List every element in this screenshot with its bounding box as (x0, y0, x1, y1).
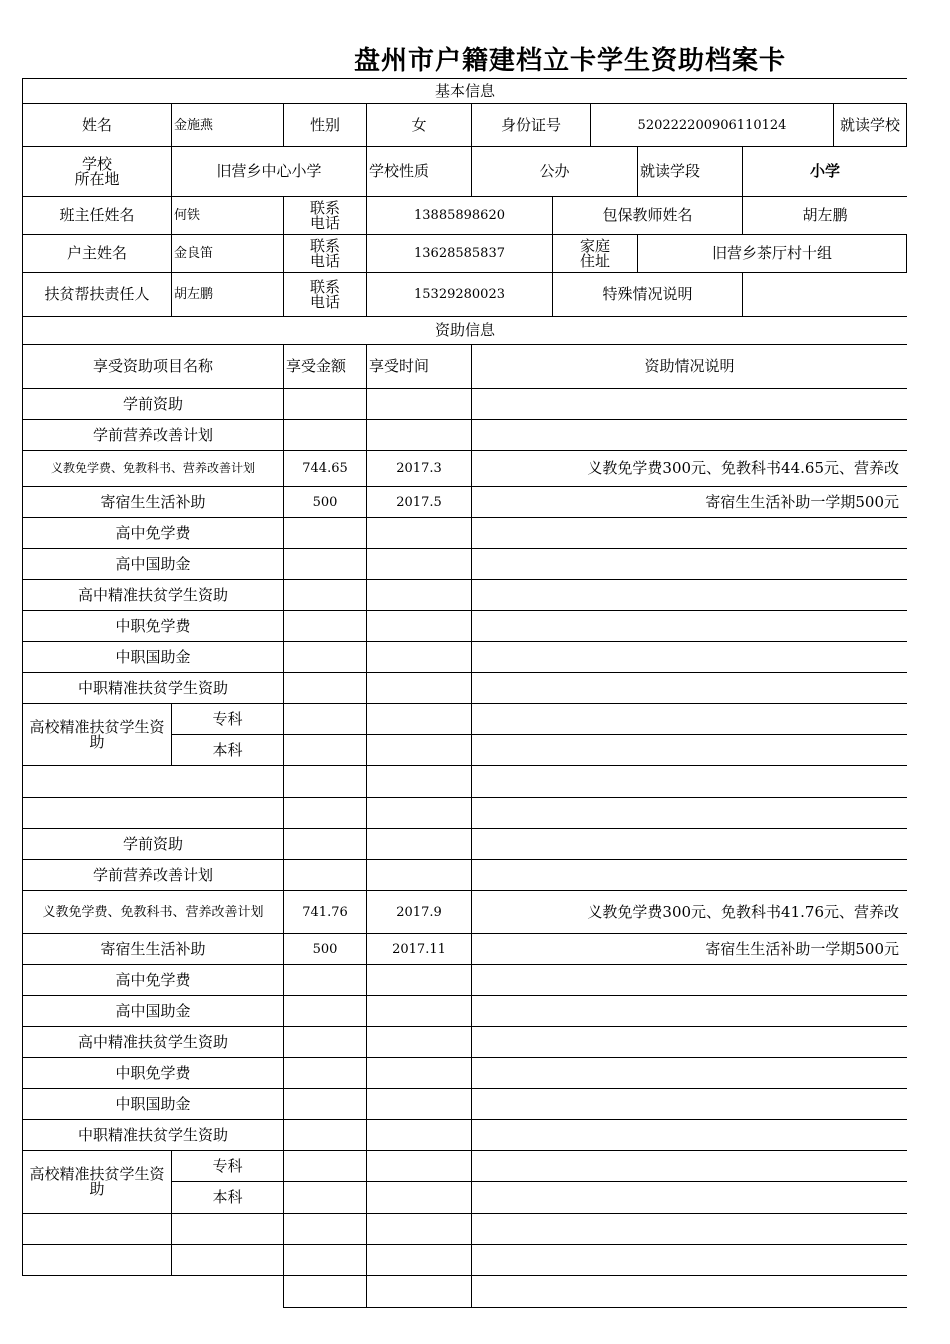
value-class-teacher: 何铁 (171, 196, 284, 235)
aid-amount: 741.76 (283, 890, 367, 934)
value-name: 金施燕 (171, 103, 284, 147)
empty-cell (283, 765, 367, 798)
aid-desc: 寄宿生生活补助一学期500元 (471, 933, 907, 965)
empty-cell (366, 765, 472, 798)
aid-item-name: 中职国助金 (22, 641, 284, 673)
value-householder-phone: 13628585837 (366, 234, 553, 273)
aid-amount (283, 610, 367, 642)
aid-item-name: 中职精准扶贫学生资助 (22, 672, 284, 704)
aid-desc (471, 1181, 907, 1214)
value-gender: 女 (366, 103, 472, 147)
aid-time (366, 859, 472, 891)
aid-desc (471, 1057, 907, 1089)
label-special-notes: 特殊情况说明 (552, 272, 743, 317)
label-helper-phone: 联系 电话 (283, 272, 367, 317)
empty-cell (366, 1275, 472, 1308)
aid-amount: 744.65 (283, 450, 367, 487)
aid-item-name: 高中精准扶贫学生资助 (22, 1026, 284, 1058)
empty-cell (22, 1244, 172, 1276)
value-householder: 金良笛 (171, 234, 284, 273)
aid-desc (471, 964, 907, 996)
aid-time: 2017.5 (366, 486, 472, 518)
aid-item-name: 高中免学费 (22, 517, 284, 549)
aid-amount (283, 1026, 367, 1058)
empty-cell (471, 1244, 907, 1276)
aid-amount (283, 579, 367, 611)
aid-amount (283, 388, 367, 420)
aid-item-name: 高中国助金 (22, 995, 284, 1027)
empty-cell (366, 797, 472, 829)
aid-item-name: 中职国助金 (22, 1088, 284, 1120)
aid-desc (471, 703, 907, 735)
aid-item-name: 寄宿生生活补助 (22, 933, 284, 965)
aid-amount (283, 419, 367, 451)
aid-item-name: 学前营养改善计划 (22, 419, 284, 451)
empty-cell (283, 1244, 367, 1276)
aid-desc (471, 1150, 907, 1182)
aid-amount: 500 (283, 486, 367, 518)
value-helper-phone: 15329280023 (366, 272, 553, 317)
aid-college-poverty: 高校精准扶贫学生资助 (22, 1150, 172, 1214)
aid-item-name: 中职免学费 (22, 1057, 284, 1089)
aid-desc (471, 579, 907, 611)
aid-desc (471, 995, 907, 1027)
aid-amount: 500 (283, 933, 367, 965)
aid-time (366, 419, 472, 451)
aid-time: 2017.11 (366, 933, 472, 965)
label-teacher-phone: 联系 电话 (283, 196, 367, 235)
value-poverty-helper: 胡左鹏 (171, 272, 284, 317)
aid-time (366, 995, 472, 1027)
label-school-location: 学校 所在地 (22, 146, 172, 197)
aid-college-junior: 专科 (171, 1150, 284, 1182)
aid-time: 2017.9 (366, 890, 472, 934)
aid-desc (471, 610, 907, 642)
aid-amount (283, 672, 367, 704)
aid-desc (471, 517, 907, 549)
aid-amount (283, 859, 367, 891)
value-school-type: 公办 (471, 146, 638, 197)
aid-item-name: 学前营养改善计划 (22, 859, 284, 891)
aid-amount (283, 734, 367, 766)
aid-time (366, 548, 472, 580)
aid-desc (471, 734, 907, 766)
empty-cell (22, 1213, 172, 1245)
aid-time (366, 579, 472, 611)
aid-time (366, 1057, 472, 1089)
empty-cell (471, 797, 907, 829)
aid-item-name: 寄宿生生活补助 (22, 486, 284, 518)
col-aid-time: 享受时间 (366, 344, 472, 389)
aid-amount (283, 828, 367, 860)
aid-amount (283, 1057, 367, 1089)
empty-cell (283, 1213, 367, 1245)
col-aid-item: 享受资助项目名称 (22, 344, 284, 389)
aid-desc (471, 548, 907, 580)
col-aid-desc: 资助情况说明 (471, 344, 907, 389)
empty-cell (171, 1244, 284, 1276)
aid-desc (471, 1119, 907, 1151)
empty-cell (22, 765, 284, 798)
value-home-address: 旧营乡茶厅村十组 (637, 234, 907, 273)
label-poverty-helper: 扶贫帮扶责任人 (22, 272, 172, 317)
aid-desc: 义教免学费300元、免教科书44.65元、营养改 (471, 450, 907, 487)
section-basic-info: 基本信息 (22, 78, 907, 104)
aid-time (366, 672, 472, 704)
aid-time (366, 734, 472, 766)
aid-desc: 义教免学费300元、免教科书41.76元、营养改 (471, 890, 907, 934)
col-aid-amount: 享受金额 (283, 344, 367, 389)
aid-amount (283, 703, 367, 735)
aid-time (366, 1026, 472, 1058)
aid-item-name: 高中国助金 (22, 548, 284, 580)
label-school: 就读学校 (833, 103, 907, 147)
value-stage: 小学 (742, 146, 907, 197)
aid-time: 2017.3 (366, 450, 472, 487)
aid-desc (471, 388, 907, 420)
label-gender: 性别 (283, 103, 367, 147)
empty-cell (171, 1213, 284, 1245)
empty-cell (283, 1275, 367, 1308)
aid-time (366, 1181, 472, 1214)
aid-desc (471, 859, 907, 891)
label-class-teacher: 班主任姓名 (22, 196, 172, 235)
section-aid-info: 资助信息 (22, 316, 907, 345)
aid-desc (471, 1026, 907, 1058)
aid-time (366, 641, 472, 673)
label-stage: 就读学段 (637, 146, 743, 197)
aid-amount (283, 995, 367, 1027)
aid-desc (471, 641, 907, 673)
aid-desc (471, 1088, 907, 1120)
aid-college-bachelor: 本科 (171, 734, 284, 766)
aid-desc: 寄宿生生活补助一学期500元 (471, 486, 907, 518)
label-name: 姓名 (22, 103, 172, 147)
aid-time (366, 388, 472, 420)
aid-time (366, 964, 472, 996)
label-householder: 户主姓名 (22, 234, 172, 273)
label-householder-phone: 联系 电话 (283, 234, 367, 273)
empty-cell (22, 797, 284, 829)
aid-time (366, 828, 472, 860)
value-teacher-phone: 13885898620 (366, 196, 553, 235)
value-guarantor-teacher: 胡左鹏 (742, 196, 907, 235)
value-id-number: 520222200906110124 (590, 103, 834, 147)
aid-college-poverty: 高校精准扶贫学生资助 (22, 703, 172, 766)
aid-amount (283, 548, 367, 580)
aid-amount (283, 1119, 367, 1151)
aid-college-bachelor: 本科 (171, 1181, 284, 1214)
aid-amount (283, 1150, 367, 1182)
value-special-notes (742, 272, 907, 317)
label-id-number: 身份证号 (471, 103, 591, 147)
aid-item-name: 中职精准扶贫学生资助 (22, 1119, 284, 1151)
aid-amount (283, 1088, 367, 1120)
empty-cell (366, 1244, 472, 1276)
label-school-type: 学校性质 (366, 146, 472, 197)
aid-college-junior: 专科 (171, 703, 284, 735)
empty-cell (283, 797, 367, 829)
empty-cell (471, 765, 907, 798)
aid-item-name: 义教免学费、免教科书、营养改善计划 (22, 890, 284, 934)
empty-cell (471, 1275, 907, 1308)
value-school-location: 旧营乡中心小学 (171, 146, 367, 197)
aid-item-name: 中职免学费 (22, 610, 284, 642)
aid-desc (471, 828, 907, 860)
aid-time (366, 703, 472, 735)
label-guarantor-teacher: 包保教师姓名 (552, 196, 743, 235)
aid-time (366, 610, 472, 642)
aid-amount (283, 517, 367, 549)
aid-amount (283, 1181, 367, 1214)
aid-desc (471, 672, 907, 704)
aid-item-name: 高中精准扶贫学生资助 (22, 579, 284, 611)
aid-amount (283, 964, 367, 996)
aid-item-name: 学前资助 (22, 388, 284, 420)
aid-time (366, 1119, 472, 1151)
empty-cell (366, 1213, 472, 1245)
aid-time (366, 1088, 472, 1120)
label-home-address: 家庭 住址 (552, 234, 638, 273)
empty-cell (471, 1213, 907, 1245)
aid-item-name: 学前资助 (22, 828, 284, 860)
aid-desc (471, 419, 907, 451)
aid-item-name: 高中免学费 (22, 964, 284, 996)
aid-item-name: 义教免学费、免教科书、营养改善计划 (22, 450, 284, 487)
aid-amount (283, 641, 367, 673)
aid-time (366, 1150, 472, 1182)
page-title: 盘州市户籍建档立卡学生资助档案卡 (353, 46, 786, 76)
aid-time (366, 517, 472, 549)
